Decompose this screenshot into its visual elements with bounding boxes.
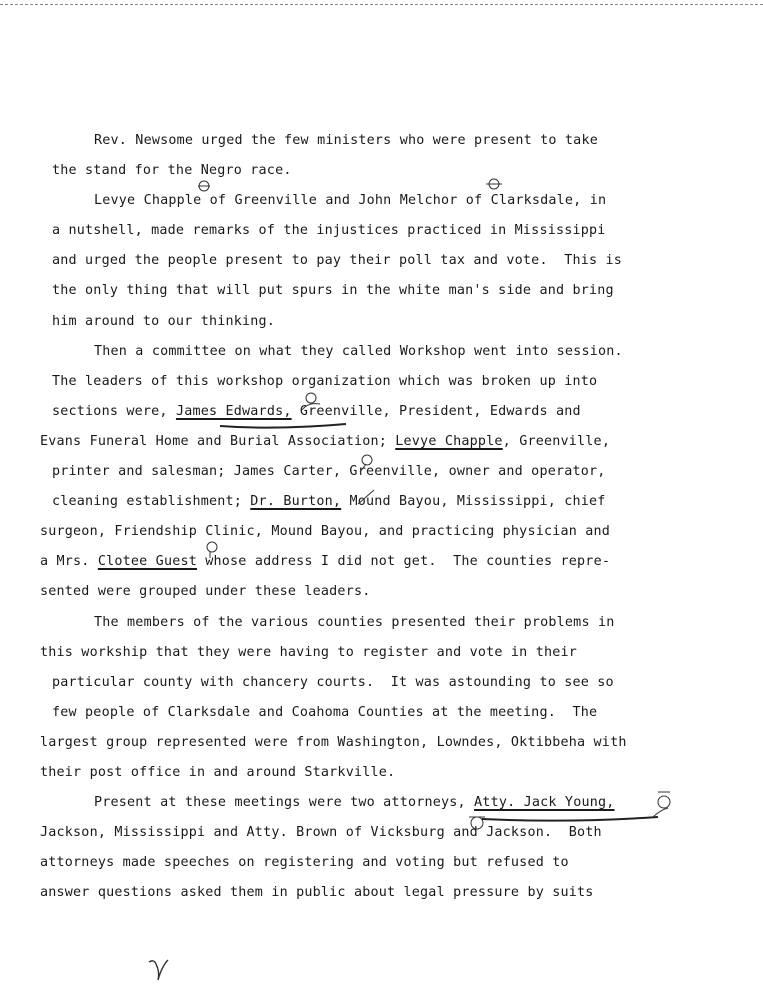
underlined-name: Atty. Jack Young, [474, 795, 615, 811]
underlined-name: James Edwards, [175, 403, 292, 419]
handwritten-mark-icon [202, 540, 222, 560]
handwritten-mark-icon [196, 178, 212, 194]
text-line: a nutshell, made remarks of the injustices practiced in Mississippi [52, 223, 606, 239]
underlined-name: Clotee Guest [97, 554, 197, 570]
text-line: Rev. Newsome urged the few ministers who were present to take [94, 133, 598, 148]
handwritten-page-number-icon [146, 956, 172, 982]
text-segment: sections were, [52, 403, 176, 419]
text-line: The members of the various counties presented their problems in [94, 614, 615, 630]
text-line: him around to our thinking. [52, 313, 276, 329]
text-segment: Evans Funeral Home and Burial Association; [40, 433, 396, 449]
text-line: Levye Chapple of Greenville and John Melchor of Clarksdale, in [94, 193, 607, 209]
top-perforation-line [0, 4, 763, 5]
handwritten-mark-icon [300, 390, 322, 412]
handwritten-mark-icon [356, 486, 378, 508]
text-line: the only thing that will put spurs in the white man's side and bring [52, 283, 614, 299]
text-line: and urged the people present to pay their poll tax and vote. This is [52, 253, 623, 269]
text-segment: cleaning establishment; [52, 494, 251, 510]
handwritten-underline [218, 420, 348, 432]
text-line: the stand for the Negro race. [52, 163, 292, 179]
text-segment: Greenville, President, Edwards and [291, 403, 581, 419]
text-line: largest group represented were from Washington, Lowndes, Oktibbeha with [40, 734, 627, 750]
text-line: particular county with chancery courts. It was astounding to see so [52, 674, 614, 690]
text-line: this workship that they were having to register and vote in their [40, 644, 578, 660]
text-segment: Mound Bayou, Mississippi, chief [341, 494, 606, 510]
text-line [40, 397, 680, 427]
text-line: surgeon, Friendship Clinic, Mound Bayou, and practicing physician and [40, 524, 611, 540]
text-line: The leaders of this workshop organization which was broken up into [52, 373, 598, 389]
text-segment: a Mrs. [40, 554, 98, 570]
text-line: attorneys made speeches on registering and voting but refused to [40, 855, 569, 871]
body-text [40, 126, 680, 908]
text-line: few people of Clarksdale and Coahoma Counties at the meeting. The [52, 704, 598, 720]
handwritten-underline [480, 814, 660, 824]
text-line: Jackson, Mississippi and Atty. Brown of Vicksburg and Jackson. Both [40, 825, 602, 841]
text-segment: , Greenville, [502, 433, 611, 449]
handwritten-mark-icon [484, 176, 504, 192]
text-segment: whose address I did not get. The counties repre- [197, 554, 611, 570]
handwritten-mark-icon [356, 452, 378, 474]
underlined-name: Dr. Burton, [250, 494, 342, 510]
text-segment: Present at these meetings were two attorneys, [94, 795, 475, 811]
text-line: Then a committee on what they called Workshop went into session. [94, 343, 623, 359]
text-line: sented were grouped under these leaders. [40, 584, 371, 600]
text-line [40, 547, 680, 577]
text-line: printer and salesman; James Carter, Greenville, owner and operator, [52, 464, 606, 480]
text-line: answer questions asked them in public about legal pressure by suits [40, 885, 594, 901]
text-line: their post office in and around Starkville. [40, 764, 396, 780]
underlined-name: Levye Chapple [395, 433, 503, 449]
